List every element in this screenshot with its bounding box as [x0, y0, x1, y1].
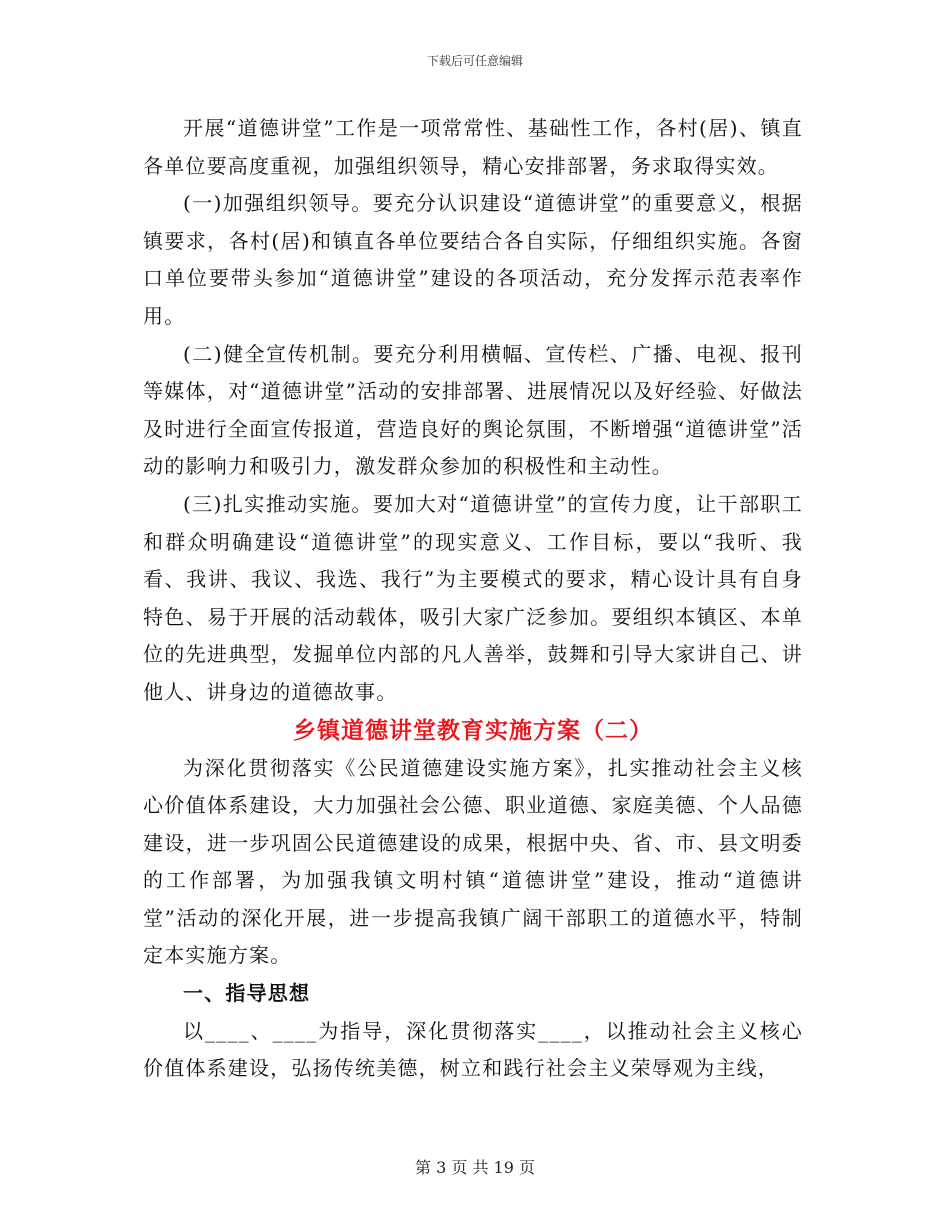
paragraph-guiding-ideology: 以____、____为指导，深化贯彻落实____，以推动社会主义核心价值体系建设，弘扬传统美德，树立和践行社会主义荣辱观为主线， — [143, 1018, 803, 1081]
paragraph-work-overview: 开展“道德讲堂”工作是一项常常性、基础性工作，各村(居)、镇直各单位要高度重视，加强组织领导，精心安排部署，务求取得实效。 — [143, 116, 803, 178]
document-body — [143, 110, 803, 1088]
paragraph-implementation: (三)扎实推动实施。要加大对“道德讲堂”的宣传力度，让干部职工和群众明确建设“道德讲堂”的现实意义、工作目标，要以“我听、我看、我讲、我议、我选、我行”为主要模式的要求，精心设计具有自身特色、易于开展的活动载体，吸引大家广泛参加。要组织本镇区、本单位的先进典型，发掘单位内部的凡人善举，鼓舞和引导大家讲自己、讲他人、讲身边的道德故事。 — [143, 491, 803, 704]
paragraph-organization-leadership: (一)加强组织领导。要充分认识建设“道德讲堂”的重要意义，根据镇要求，各村(居)和镇直各单位要结合各自实际，仔细组织实施。各窗口单位要带头参加“道德讲堂”建设的各项活动，充分发挥示范表率作用。 — [143, 191, 803, 328]
section-title: 乡镇道德讲堂教育实施方案（二） — [293, 717, 653, 744]
page-number: 第 3 页 共 19 页 — [415, 1158, 535, 1177]
paragraph-intro: 为深化贯彻落实《公民道德建设实施方案》，扎实推动社会主义核心价值体系建设，大力加强社会公德、职业道德、家庭美德、个人品德建设，进一步巩固公民道德建设的成果，根据中央、省、市、县文明委的工作部署，为加强我镇文明村镇“道德讲堂”建设，推动“道德讲堂”活动的深化开展，进一步提高我镇广阔干部职工的道德水平，特制定本实施方案。 — [143, 755, 803, 968]
paragraph-publicity-mechanism: (二)健全宣传机制。要充分利用横幅、宣传栏、广播、电视、报刊等媒体，对“道德讲堂”活动的安排部署、进展情况以及好经验、好做法及时进行全面宣传报道，营造良好的舆论氛围，不断增强“道德讲堂”活动的影响力和吸引力，激发群众参加的积极性和主动性。 — [143, 341, 803, 479]
heading-guiding-ideology: 一、指导思想 — [183, 981, 311, 1006]
header-note: 下载后可任意编辑 — [426, 54, 523, 68]
